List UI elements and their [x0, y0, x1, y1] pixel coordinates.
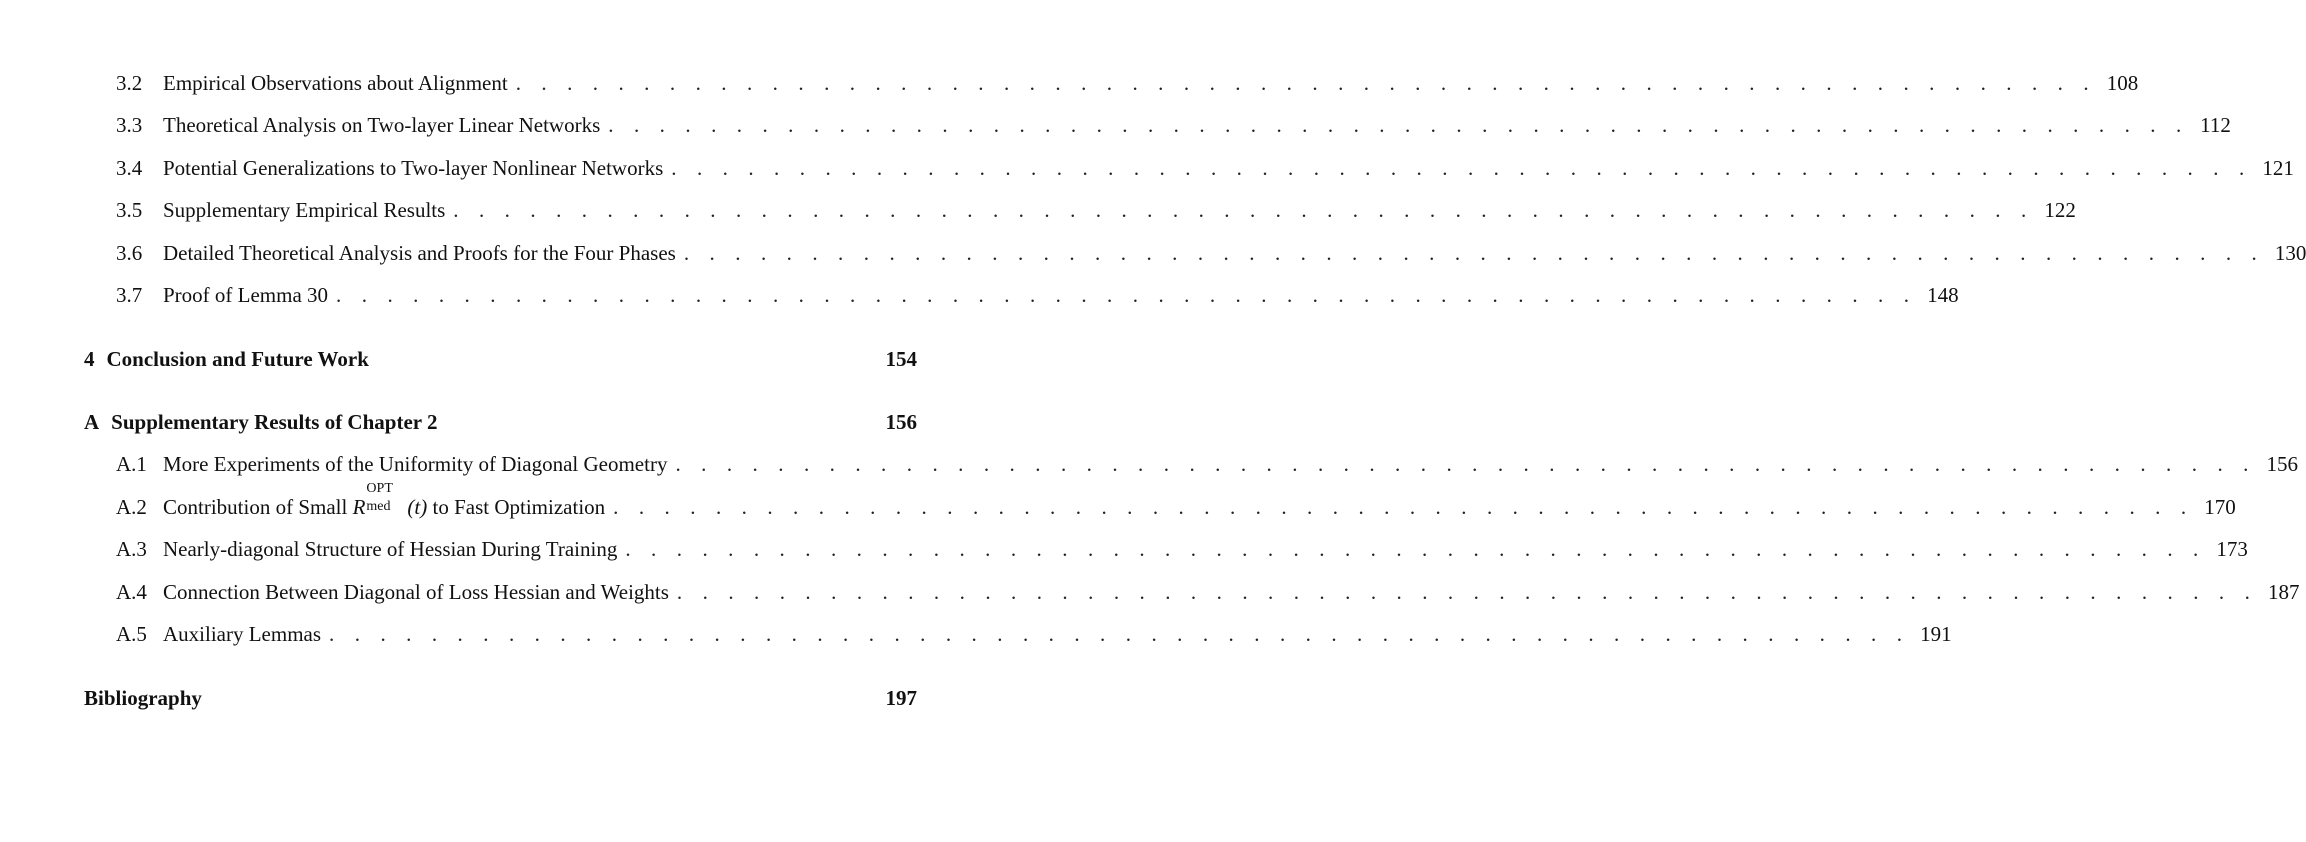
page-number: 148 [1927, 283, 1959, 307]
section-title: Supplementary Empirical Results [163, 198, 446, 222]
page-number: 197 [885, 686, 917, 710]
dot-leader: . . . . . . . . . . . . . . . . . . . . . . . . . . . . . . . . . . . . . . . . . . . . . . . . . . . . . . . . . . . . . . [329, 622, 1910, 646]
dot-leader: . . . . . . . . . . . . . . . . . . . . . . . . . . . . . . . . . . . . . . . . . . . . . . . . . . . . . . . . . . . . . . [671, 156, 2252, 180]
section-title: Detailed Theoretical Analysis and Proofs for the Four Phases [163, 241, 676, 265]
dot-leader: . . . . . . . . . . . . . . . . . . . . . . . . . . . . . . . . . . . . . . . . . . . . . . . . . . . . . . . . . . . . . . [625, 537, 2206, 561]
toc-entry-a-4[interactable] [116, 579, 2300, 605]
dot-leader: . . . . . . . . . . . . . . . . . . . . . . . . . . . . . . . . . . . . . . . . . . . . . . . . . . . . . . . . . . . . . . [453, 198, 2034, 222]
section-number: A.2 [116, 495, 147, 519]
title-suffix: to Fast Optimization [432, 495, 606, 519]
page-number: 112 [2200, 113, 2231, 137]
section-number: A.4 [116, 580, 147, 604]
page-number: 170 [2204, 495, 2236, 519]
chapter-title: Supplementary Results of Chapter 2 [111, 410, 438, 434]
page-number: 173 [2216, 537, 2248, 561]
section-title [163, 481, 606, 520]
section-title: Auxiliary Lemmas [163, 622, 322, 646]
chapter-title: Conclusion and Future Work [106, 347, 369, 371]
page-number: 187 [2267, 580, 2300, 604]
toc-entry-a-5[interactable] [116, 621, 1952, 647]
math-superscript: OPT [366, 481, 393, 496]
math-symbol-r: R [352, 495, 366, 519]
section-title: Nearly-diagonal Structure of Hessian During Training [163, 537, 618, 561]
page-number: 156 [885, 410, 917, 434]
section-number: A.5 [116, 622, 147, 646]
dot-leader: . . . . . . . . . . . . . . . . . . . . . . . . . . . . . . . . . . . . . . . . . . . . . . . . . . . . . . . . . . . . . . [336, 283, 1917, 307]
section-title: Proof of Lemma 30 [163, 283, 329, 307]
section-number: 3.5 [116, 198, 143, 222]
toc-entry-3-7[interactable] [116, 282, 1959, 308]
section-title: Connection Between Diagonal of Loss Hessian and Weights [163, 580, 669, 604]
page-number: 108 [2106, 71, 2139, 95]
math-argument: (t) [407, 495, 428, 519]
title-prefix: Contribution of Small [163, 495, 348, 519]
page-number: 154 [885, 347, 917, 371]
section-number: 3.6 [116, 241, 143, 265]
page-number: 156 [2266, 452, 2299, 476]
toc-entry-3-5[interactable] [116, 197, 2076, 223]
toc-entry-3-4[interactable] [116, 155, 2294, 181]
toc-entry-a-1[interactable] [116, 451, 2299, 477]
dot-leader: . . . . . . . . . . . . . . . . . . . . . . . . . . . . . . . . . . . . . . . . . . . . . . . . . . . . . . . . . . . . . . [515, 71, 2097, 95]
dot-leader: . . . . . . . . . . . . . . . . . . . . . . . . . . . . . . . . . . . . . . . . . . . . . . . . . . . . . . . . . . . . . . [613, 495, 2194, 519]
toc-bibliography[interactable] [84, 685, 917, 711]
chapter-title: Bibliography [84, 686, 202, 710]
section-title: More Experiments of the Uniformity of Diagonal Geometry [163, 452, 668, 476]
section-number: 3.2 [116, 71, 143, 95]
page-number: 121 [2262, 156, 2294, 180]
toc-entry-3-2[interactable] [116, 70, 2139, 96]
page-number: 191 [1920, 622, 1952, 646]
toc-chapter-4[interactable] [84, 346, 917, 372]
toc-entry-3-6[interactable] [116, 240, 2306, 266]
dot-leader: . . . . . . . . . . . . . . . . . . . . . . . . . . . . . . . . . . . . . . . . . . . . . . . . . . . . . . . . . . . . . . [608, 113, 2189, 137]
chapter-number: 4 [84, 347, 95, 371]
section-number: 3.4 [116, 156, 143, 180]
toc-appendix-a[interactable] [84, 409, 917, 435]
dot-leader: . . . . . . . . . . . . . . . . . . . . . . . . . . . . . . . . . . . . . . . . . . . . . . . . . . . . . . . . . . . . . . [675, 452, 2257, 476]
toc-entry-a-2[interactable] [116, 481, 2236, 520]
section-number: A.1 [116, 452, 147, 476]
section-number: 3.3 [116, 113, 143, 137]
toc-entry-3-3[interactable] [116, 112, 2231, 138]
math-subscript: med [366, 499, 391, 514]
section-title: Empirical Observations about Alignment [163, 71, 508, 95]
page-number: 130 [2274, 241, 2306, 265]
chapter-number: A [84, 410, 100, 434]
section-title: Potential Generalizations to Two-layer Nonlinear Networks [163, 156, 664, 180]
toc-entry-a-3[interactable] [116, 536, 2248, 562]
dot-leader: . . . . . . . . . . . . . . . . . . . . . . . . . . . . . . . . . . . . . . . . . . . . . . . . . . . . . . . . . . . . . . [676, 580, 2258, 604]
section-number: 3.7 [116, 283, 143, 307]
section-title: Theoretical Analysis on Two-layer Linear Networks [163, 113, 601, 137]
page-number: 122 [2044, 198, 2076, 222]
math-scripts [365, 481, 407, 514]
section-number: A.3 [116, 537, 147, 561]
dot-leader: . . . . . . . . . . . . . . . . . . . . . . . . . . . . . . . . . . . . . . . . . . . . . . . . . . . . . . . . . . . . . . [683, 241, 2265, 265]
